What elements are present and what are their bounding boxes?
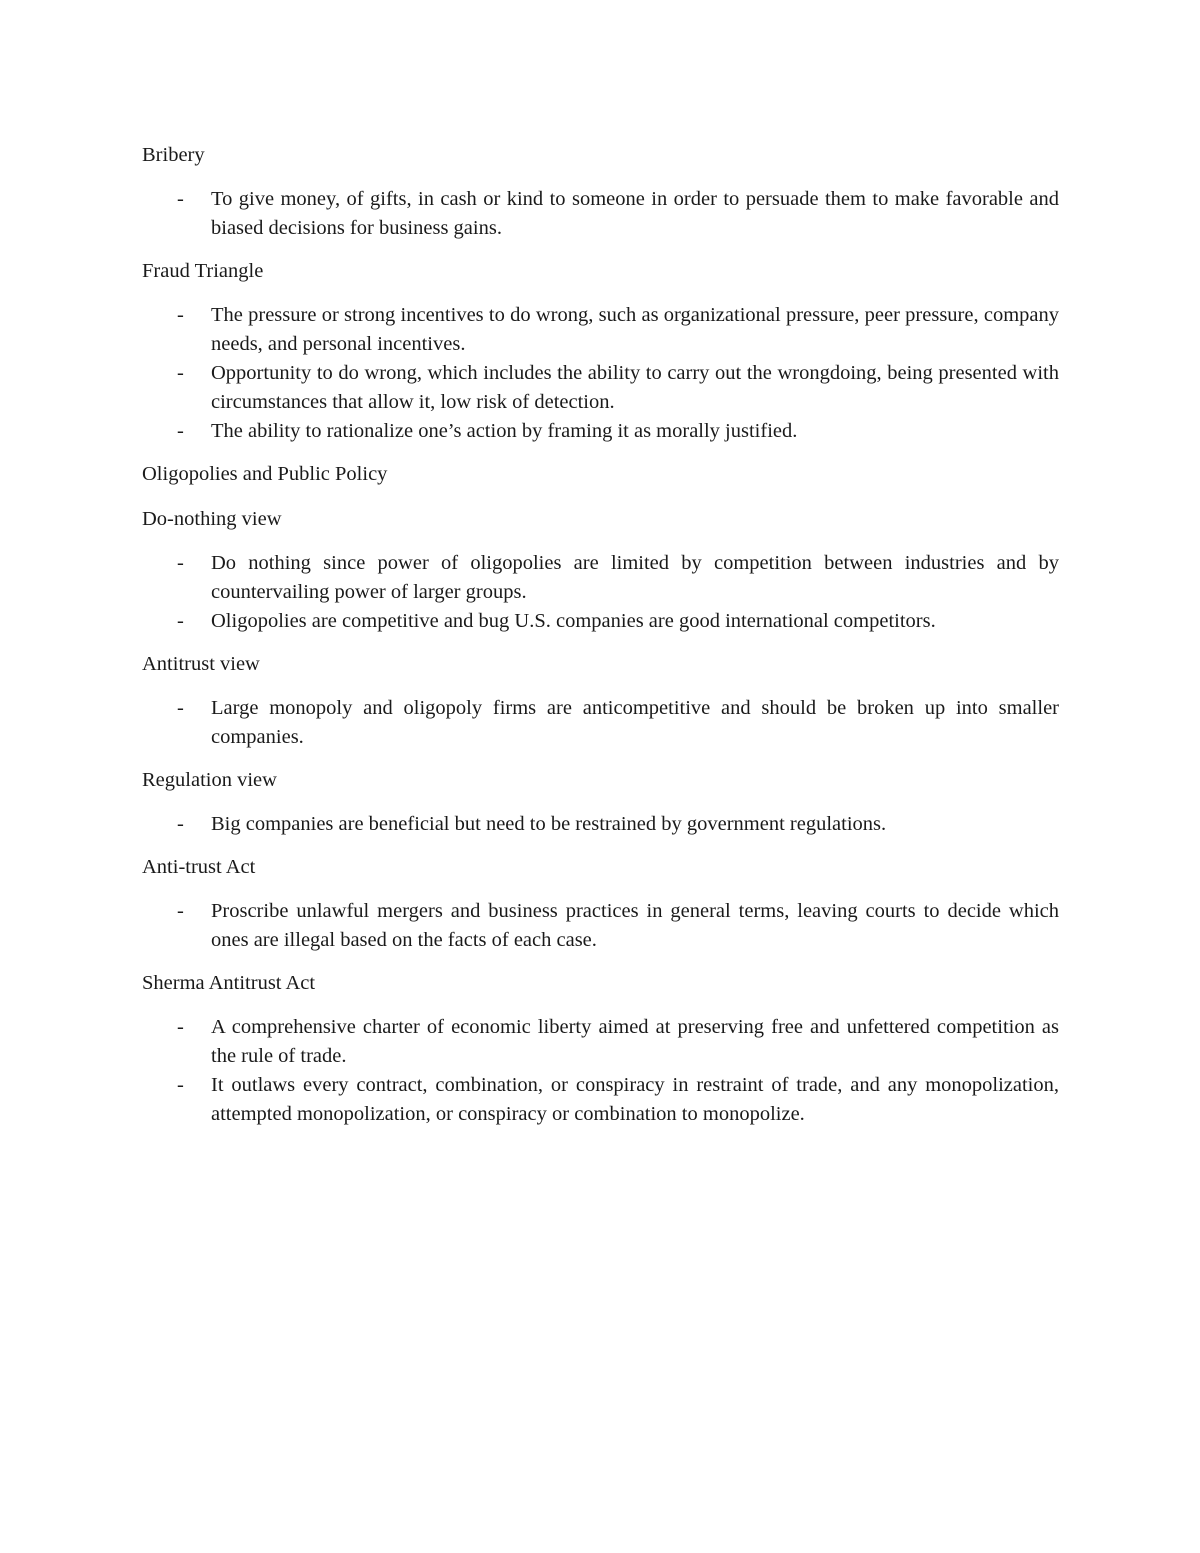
bullet-dash: - <box>177 304 184 326</box>
list-item-text: It outlaws every contract, combination, or conspiracy in restraint of trade, and any monopolization, attempted monopolization, or conspiracy or combination to monopolize. <box>211 1074 1059 1125</box>
list-item-text: To give money, of gifts, in cash or kind to someone in order to persuade them to make favorable and biased decisions for business gains. <box>211 188 1059 239</box>
list-item-text: Oligopolies are competitive and bug U.S. companies are good international competitors. <box>211 610 936 632</box>
bullet-list-sherma-antitrust-act <box>142 1013 1059 1129</box>
list-item-text: Large monopoly and oligopoly firms are anticompetitive and should be broken up into smaller companies. <box>211 697 1059 748</box>
list-item <box>142 607 1059 636</box>
bullet-dash: - <box>177 697 184 719</box>
section-heading-fraud-triangle: Fraud Triangle <box>142 260 264 282</box>
list-item-text: Do nothing since power of oligopolies are limited by competition between industries and by countervailing power of larger groups. <box>211 552 1059 603</box>
section-heading-sherma-antitrust-act: Sherma Antitrust Act <box>142 972 316 994</box>
section-heading-regulation-view: Regulation view <box>142 769 277 791</box>
bullet-dash: - <box>177 900 184 922</box>
list-item-text: Big companies are beneficial but need to be restrained by government regulations. <box>211 813 887 835</box>
document-page <box>142 140 1059 1142</box>
bullet-dash: - <box>177 362 184 384</box>
bullet-list-anti-trust-act <box>142 897 1059 955</box>
bullet-list-antitrust-view <box>142 694 1059 752</box>
bullet-list-bribery <box>142 185 1059 243</box>
list-item-text: A comprehensive charter of economic liberty aimed at preserving free and unfettered competition as the rule of trade. <box>211 1016 1059 1067</box>
list-item <box>142 1013 1059 1071</box>
bullet-list-regulation-view <box>142 810 1059 839</box>
list-item-text: Proscribe unlawful mergers and business practices in general terms, leaving courts to decide which ones are illegal based on the facts of each case. <box>211 900 1059 951</box>
bullet-dash: - <box>177 1074 184 1096</box>
list-item <box>142 1071 1059 1129</box>
section-heading-oligopolies-public-policy: Oligopolies and Public Policy <box>142 463 388 485</box>
bullet-list-do-nothing-view <box>142 549 1059 636</box>
section-heading-do-nothing-view: Do-nothing view <box>142 508 282 530</box>
list-item <box>142 301 1059 359</box>
list-item <box>142 185 1059 243</box>
bullet-dash: - <box>177 1016 184 1038</box>
list-item-text: The ability to rationalize one’s action by framing it as morally justified. <box>211 420 798 442</box>
list-item-text: The pressure or strong incentives to do wrong, such as organizational pressure, peer pressure, company needs, and personal incentives. <box>211 304 1059 355</box>
list-item-text: Opportunity to do wrong, which includes the ability to carry out the wrongdoing, being presented with circumstances that allow it, low risk of detection. <box>211 362 1059 413</box>
list-item <box>142 359 1059 417</box>
bullet-dash: - <box>177 610 184 632</box>
section-heading-antitrust-view: Antitrust view <box>142 653 260 675</box>
list-item <box>142 694 1059 752</box>
bullet-list-fraud-triangle <box>142 301 1059 446</box>
list-item <box>142 897 1059 955</box>
bullet-dash: - <box>177 552 184 574</box>
bullet-dash: - <box>177 188 184 210</box>
list-item <box>142 810 1059 839</box>
bullet-dash: - <box>177 420 184 442</box>
bullet-dash: - <box>177 813 184 835</box>
section-heading-anti-trust-act: Anti-trust Act <box>142 856 256 878</box>
list-item <box>142 417 1059 446</box>
section-heading-bribery: Bribery <box>142 144 205 166</box>
list-item <box>142 549 1059 607</box>
